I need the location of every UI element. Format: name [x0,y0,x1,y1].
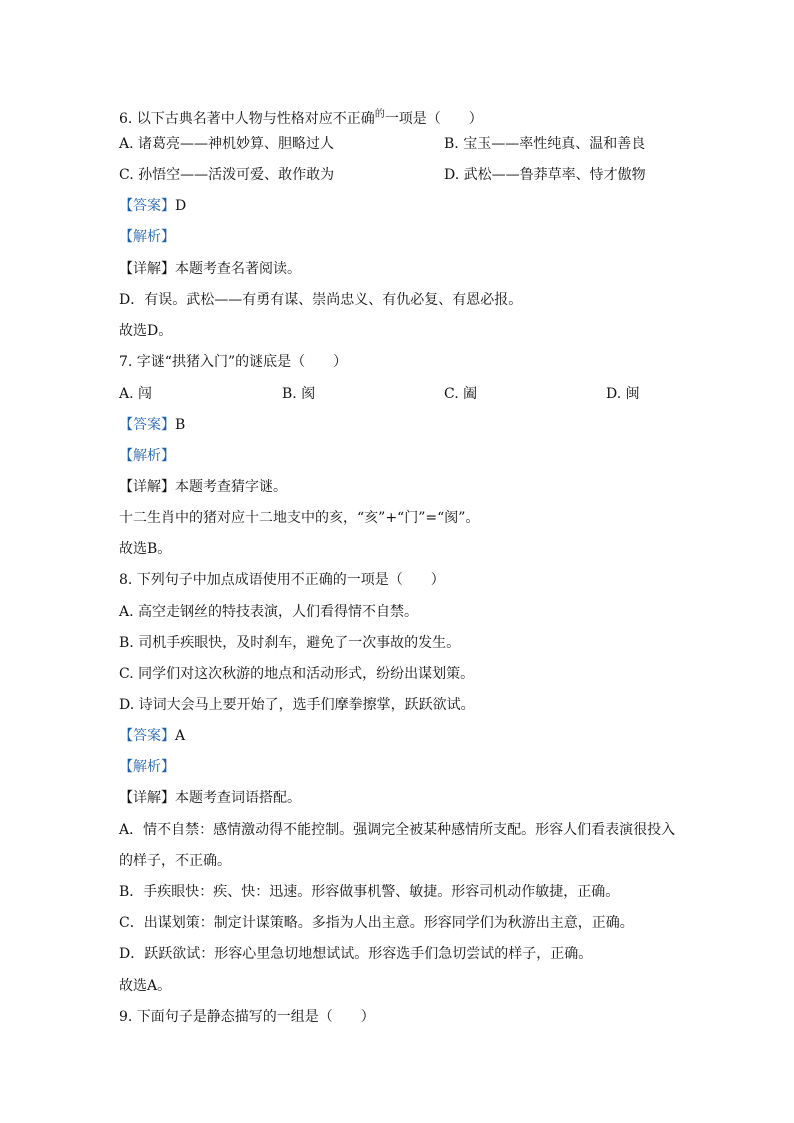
q8-stem: 8. 下列句子中加点成语使用不正确的一项是（ ） [119,572,445,588]
q7-option-a: A. 闯 [119,386,153,402]
q6-option-c: C. 孙悟空——活泼可爱、敢作敢为 [119,167,335,183]
q8-option-a: A. 高空走钢丝的特技表演，人们看得情不自禁。 [119,604,419,620]
q6-answer [119,197,186,215]
q8-explanation-line: C．出谋划策：制定计谋策略。多指为人出主意。形容同学们为秋游出主意，正确。 [119,915,634,931]
q6-stem-sup: 的 [374,109,385,120]
q6-answer-value: D [175,198,187,214]
q8-option-b: B. 司机手疾眼快，及时刹车，避免了一次事故的发生。 [119,635,461,651]
q6-stem-text-a: 6. 以下古典名著中人物与性格对应不正确 [119,111,375,127]
q6-stem [119,106,483,128]
q6-option-d: D. 武松——鲁莽草率、恃才傲物 [444,167,646,183]
q8-answer-tag: 【答案】 [119,728,175,744]
q8-explanation-line: D．跃跃欲试：形容心里急切地想试试。形容选手们急切尝试的样子，正确。 [119,946,593,962]
q7-analysis-tag: 【解析】 [119,448,175,464]
q8-explanation-line: B．手疾眼快：疾、快：迅速。形容做事机警、敏捷。形容司机动作敏捷，正确。 [119,884,620,900]
q6-analysis-tag: 【解析】 [119,229,175,245]
q7-detail [119,478,287,496]
q6-stem-text-b: 一项是（ ） [384,111,483,127]
q9-stem: 9. 下面句子是静态描写的一组是（ ） [119,1009,375,1025]
q6-detail-text: 本题考查名著阅读。 [175,261,301,277]
q7-conclusion: 故选B。 [119,541,172,557]
q8-detail-text: 本题考查词语搭配。 [175,790,301,806]
q6-explanation-line: D．有误。武松——有勇有谋、崇尚忠义、有仇必复、有恩必报。 [119,292,523,308]
q8-analysis-tag: 【解析】 [119,759,175,775]
q8-answer-value: A [175,728,186,744]
q6-detail [119,260,301,278]
q7-answer-value: B [175,417,186,433]
q8-explanation-line: A．情不自禁：感情激动得不能控制。强调完全被某种感情所支配。形容人们看表演很投入 [119,822,676,838]
q6-option-a: A. 诸葛亮——神机妙算、胆略过人 [119,136,335,152]
q8-answer [119,727,185,745]
q7-detail-tag: 【详解】 [119,479,175,495]
q8-detail [119,789,301,807]
q7-answer [119,416,185,434]
q6-conclusion: 故选D。 [119,323,173,339]
q7-explanation-line: 十二生肖中的猪对应十二地支中的亥，“亥”+“门”=“阂”。 [119,510,480,526]
q7-option-b: B. 阂 [282,386,316,402]
q7-answer-tag: 【答案】 [119,417,175,433]
q7-stem: 7. 字谜“拱猪入门”的谜底是（ ） [119,354,348,370]
q8-option-d: D. 诗词大会马上要开始了，选手们摩拳擦掌，跃跃欲试。 [119,697,475,713]
q8-detail-tag: 【详解】 [119,790,175,806]
q8-option-c: C. 同学们对这次秋游的地点和活动形式，纷纷出谋划策。 [119,666,475,682]
q6-detail-tag: 【详解】 [119,261,175,277]
q8-explanation-line: 的样子，不正确。 [119,853,231,869]
q7-option-c: C. 阖 [444,386,478,402]
q7-option-d: D. 闽 [606,386,640,402]
q8-conclusion: 故选A。 [119,978,172,994]
q6-answer-tag: 【答案】 [119,198,175,214]
q7-detail-text: 本题考查猜字谜。 [175,479,287,495]
q6-option-b: B. 宝玉——率性纯真、温和善良 [444,136,646,152]
